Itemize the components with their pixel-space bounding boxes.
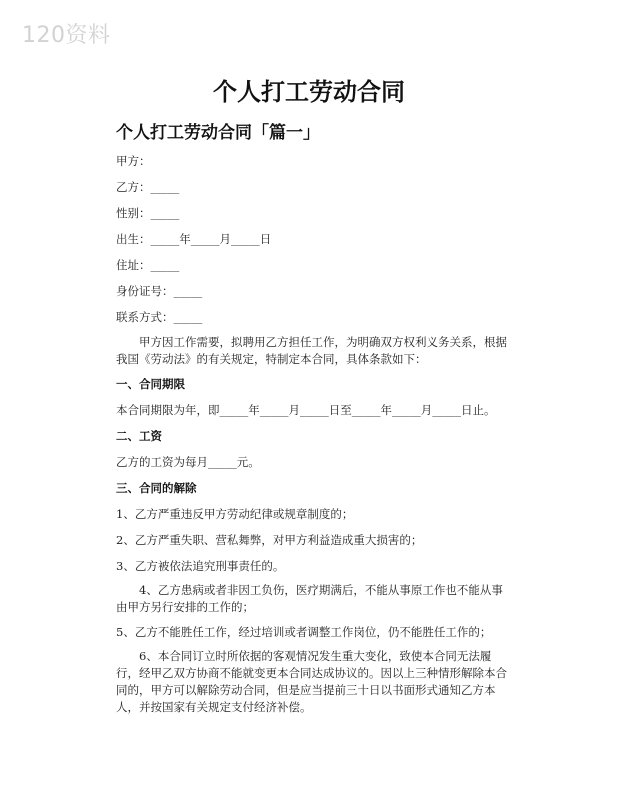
- section-heading-salary: 二、工资: [116, 429, 162, 443]
- termination-item: 5、乙方不能胜任工作，经过培训或者调整工作岗位，仍不能胜任工作的；: [116, 625, 492, 639]
- section-subtitle: 个人打工劳动合同「篇一」: [116, 123, 320, 143]
- field-id-number: 身份证号：_____: [116, 284, 203, 298]
- field-birth: 出生：_____年_____月_____日: [116, 232, 272, 246]
- field-party-b: 乙方：_____: [116, 180, 180, 194]
- termination-item: 2、乙方严重失职、营私舞弊，对甲方利益造成重大损害的；: [116, 533, 423, 547]
- termination-item: 6、本合同订立时所依据的客观情况发生重大变化，致使本合同无法履行，经甲乙双方协商不能就变更本合同达成协议的。因以上三种情形解除本合同的，甲方可以解除劳动合同，但是应当提前三十日以书面形式通知乙方本人，并按国家有关规定支付经济补偿。: [116, 649, 507, 714]
- watermark: 120资料: [22, 23, 111, 48]
- document-title: 个人打工劳动合同: [213, 78, 405, 106]
- termination-item: 3、乙方被依法追究刑事责任的。: [116, 559, 285, 573]
- field-address: 住址：_____: [116, 258, 180, 272]
- section-heading-term: 一、合同期限: [116, 377, 185, 391]
- section-heading-termination: 三、合同的解除: [116, 481, 197, 495]
- intro-paragraph: 甲方因工作需要，拟聘用乙方担任工作，为明确双方权利义务关系，根据我国《劳动法》的有关规定，特制定本合同，具体条款如下：: [116, 335, 507, 366]
- salary-paragraph: 乙方的工资为每月_____元。: [116, 455, 260, 469]
- field-party-a: 甲方：: [116, 154, 151, 168]
- field-contact: 联系方式：_____: [116, 310, 203, 324]
- termination-item: 4、乙方患病或者非因工负伤，医疗期满后，不能从事原工作也不能从事由甲方另行安排的工作的；: [116, 583, 503, 614]
- termination-item: 1、乙方严重违反甲方劳动纪律或规章制度的；: [116, 507, 354, 521]
- term-paragraph: 本合同期限为年，即_____年_____月_____日至_____年_____月_____日止。: [116, 403, 496, 417]
- field-gender: 性别：_____: [116, 206, 180, 220]
